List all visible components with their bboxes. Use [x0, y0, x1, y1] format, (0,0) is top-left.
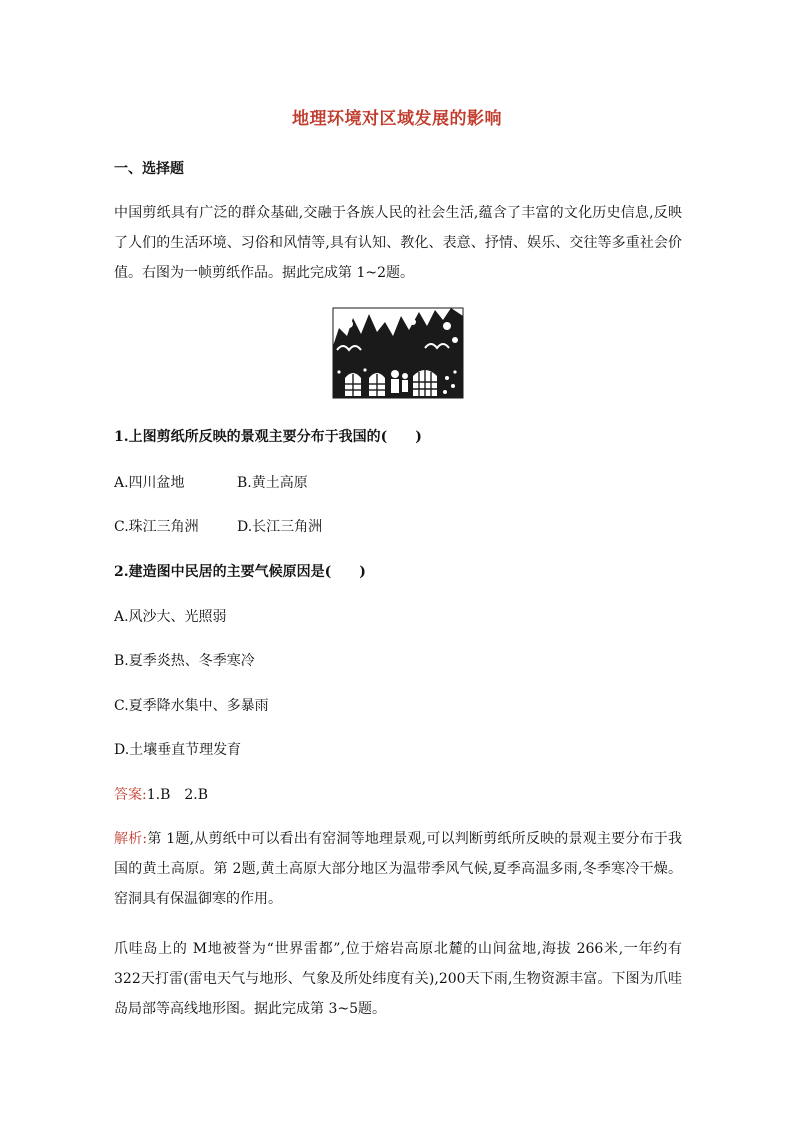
- q1-option-b: B.黄土高原: [237, 475, 308, 491]
- q2-option-b: B.夏季炎热、冬季寒冷: [114, 653, 255, 669]
- q1-option-d: D.长江三角洲: [237, 519, 323, 535]
- analysis-text: 第 1题,从剪纸中可以看出有窑洞等地理景观,可以判断剪纸所反映的景观主要分布于我国的黄土高原。第 2题,黄土高原大部分地区为温带季风气候,夏季高温多雨,冬季寒冷干燥。窑洞具有保温御寒的作用。: [114, 831, 682, 907]
- question-2: 2.建造图中民居的主要气候原因是( ): [114, 564, 366, 580]
- q2-option-c: C.夏季降水集中、多暴雨: [114, 698, 269, 714]
- q2-option-d: D.土壤垂直节理发育: [114, 742, 242, 758]
- section-heading: 一、选择题: [114, 161, 184, 177]
- answer-text: 1.B 2.B: [146, 787, 209, 803]
- passage-papercut: 中国剪纸具有广泛的群众基础,交融于各族人民的社会生活,蕴含了丰富的文化历史信息,反映了人们的生活环境、习俗和风情等,具有认知、教化、表意、抒情、娱乐、交往等多重社会价值。右图为一帧剪纸作品。据此完成第 1~2题。: [114, 205, 682, 281]
- question-1: 1.上图剪纸所反映的景观主要分布于我国的( ): [114, 429, 422, 445]
- answer-label: 答案:: [114, 787, 147, 803]
- answer-line: [114, 784, 208, 804]
- analysis-paragraph: [114, 824, 682, 914]
- q1-option-c: C.珠江三角洲: [114, 519, 199, 535]
- analysis-label: 解析:: [114, 831, 148, 847]
- q1-option-a: A.四川盆地: [114, 475, 185, 491]
- q2-option-a: A.风沙大、光照弱: [114, 609, 227, 625]
- papercut-illustration: [329, 306, 467, 402]
- papercut-image: [329, 306, 467, 402]
- passage-java: 爪哇岛上的 M地被誉为“世界雷都”,位于熔岩高原北麓的山间盆地,海拔 266米,一年约有 322天打雷(雷电天气与地形、气象及所处纬度有关),200天下雨,生物资源丰富。下图为爪哇岛局部等高线地形图。据此完成第 3~5题。: [114, 941, 682, 1017]
- page-title: 地理环境对区域发展的影响: [292, 109, 502, 129]
